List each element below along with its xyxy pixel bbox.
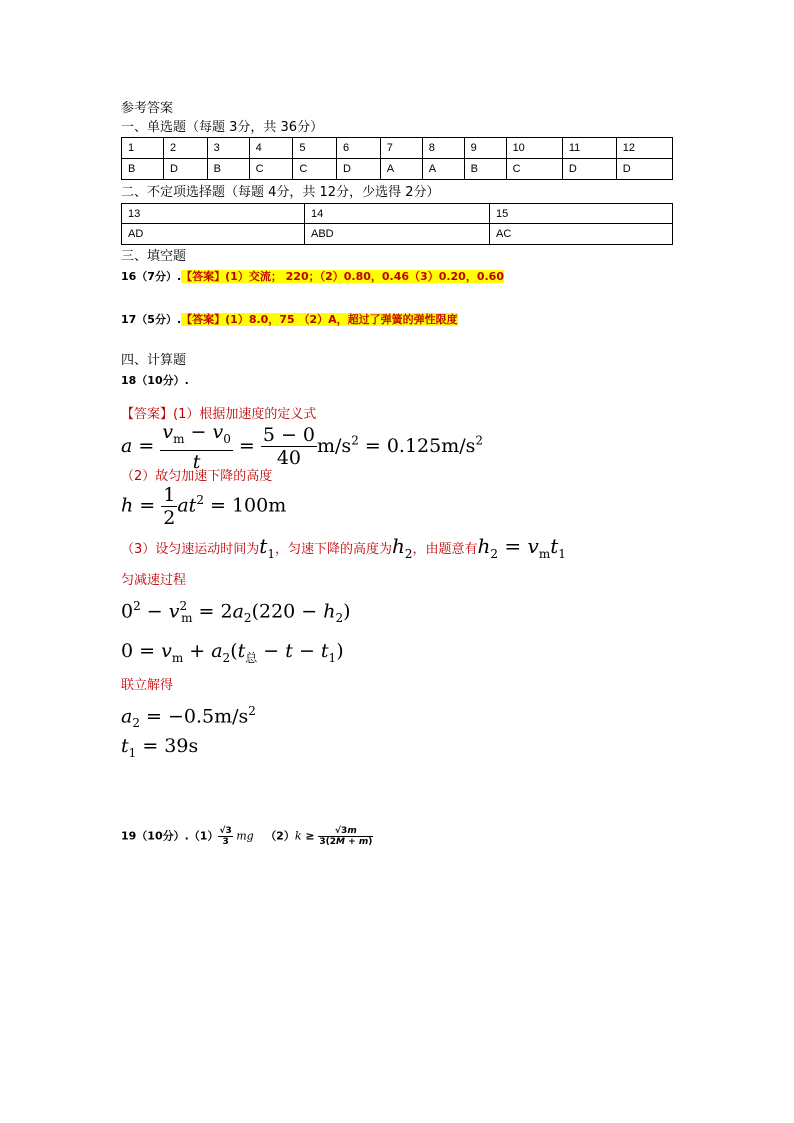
table-cell: C: [293, 159, 337, 180]
table-cell: AD: [122, 224, 305, 245]
table-cell: A: [380, 159, 422, 180]
q18-decel-label: 匀减速过程: [121, 573, 187, 588]
table-cell: 6: [337, 138, 381, 159]
table-cell: 9: [464, 138, 506, 159]
section1-heading: 一、单选题（每题 3分，共 36分）: [121, 120, 324, 135]
table-cell: C: [506, 159, 562, 180]
table-cell: D: [337, 159, 381, 180]
table-cell: D: [163, 159, 207, 180]
table-row-numbers: [122, 138, 673, 159]
table-cell: AC: [490, 224, 673, 245]
q19-mid: （2）: [265, 829, 295, 843]
table-cell: 7: [380, 138, 422, 159]
q18-step3-part-a: （3）设匀速运动时间为: [121, 542, 260, 557]
q18-step1-label: 【答案】(1）根据加速度的定义式: [121, 407, 317, 422]
section2-heading: 二、不定项选择题（每题 4分，共 12分，少选得 2分）: [121, 185, 440, 200]
q18-step2-label: （2）故匀加速下降的高度: [121, 469, 273, 484]
table-cell: D: [562, 159, 616, 180]
page-title: 参考答案: [121, 101, 174, 116]
q18-prefix: 18（10分）.: [121, 374, 189, 387]
equation-result-t1: $t_1 = 39s$: [121, 735, 199, 760]
table-cell: C: [249, 159, 293, 180]
q18-solve-label: 联立解得: [121, 678, 174, 693]
table-cell: 10: [506, 138, 562, 159]
q19-fraction-2: $\frac{√3m}{3(2M + m)}$: [319, 826, 373, 847]
q18-step3-part-c: ，由题意有: [412, 542, 478, 557]
table-cell: B: [464, 159, 506, 180]
table-cell: 1: [122, 138, 164, 159]
q16-prefix: 16（7分）.: [121, 270, 182, 283]
table-cell: B: [207, 159, 249, 180]
equation-result-a2: $a_2 = -0.5m/s^2$: [121, 704, 256, 731]
q19-prefix: 19（10分）.（1）: [121, 829, 219, 843]
table-cell: 14: [305, 204, 490, 224]
table-cell: D: [616, 159, 672, 180]
table-cell: 15: [490, 204, 673, 224]
section4-heading: 四、计算题: [121, 353, 187, 368]
q18-step3: （3）设匀速运动时间为$t_1$，匀速下降的高度为$h_2$，由题意有$h_2 = v_mt_1$: [121, 534, 566, 561]
table-cell: 3: [207, 138, 249, 159]
table-cell: 2: [163, 138, 207, 159]
q17-prefix: 17（5分）.: [121, 313, 182, 326]
table-cell: 5: [293, 138, 337, 159]
table-row-numbers: [122, 204, 673, 224]
table-cell: 11: [562, 138, 616, 159]
q19: 19（10分）.（1） $\frac{√3}{3}$ mg （2）k ≥ $\frac{√3m}{3(2M + m)}$: [121, 826, 373, 847]
table-cell: ABD: [305, 224, 490, 245]
q16-answer: 【答案】(1）交流； 220；（2）0.80，0.46（3）0.20，0.60: [181, 270, 504, 283]
table-row-answers: [122, 224, 673, 245]
table-cell: 8: [422, 138, 464, 159]
q18-step3-part-b: ，匀速下降的高度为: [274, 542, 392, 557]
table-row-answers: [122, 159, 673, 180]
table-cell: A: [422, 159, 464, 180]
single-choice-table: [121, 137, 673, 180]
section3-heading: 三、填空题: [121, 249, 187, 264]
table-cell: 12: [616, 138, 672, 159]
equation-decel-1: $0^2 - v^2_m = 2a_2(220 - h_2)$: [121, 599, 351, 626]
multi-choice-table: [121, 203, 673, 245]
table-cell: 13: [122, 204, 305, 224]
table-cell: 4: [249, 138, 293, 159]
q16: [121, 270, 504, 284]
q17: [121, 313, 458, 327]
q19-fraction-1: $\frac{√3}{3}$: [219, 826, 232, 847]
q17-answer: 【答案】(1）8.0，75 （2）A，超过了弹簧的弹性限度: [181, 313, 458, 326]
equation-height: h = $\frac{1}{2}$ $at^2 = 100m$: [121, 484, 287, 529]
equation-acceleration: a = $\frac{v_m - v_0}{t}$ = $\frac{5 - 0}{40}$ $m/s^2 = 0.125m/s^2$: [121, 421, 484, 473]
table-cell: B: [122, 159, 164, 180]
equation-decel-2: $0 = v_m + a_2(t_总 - t - t_1)$: [121, 640, 344, 665]
